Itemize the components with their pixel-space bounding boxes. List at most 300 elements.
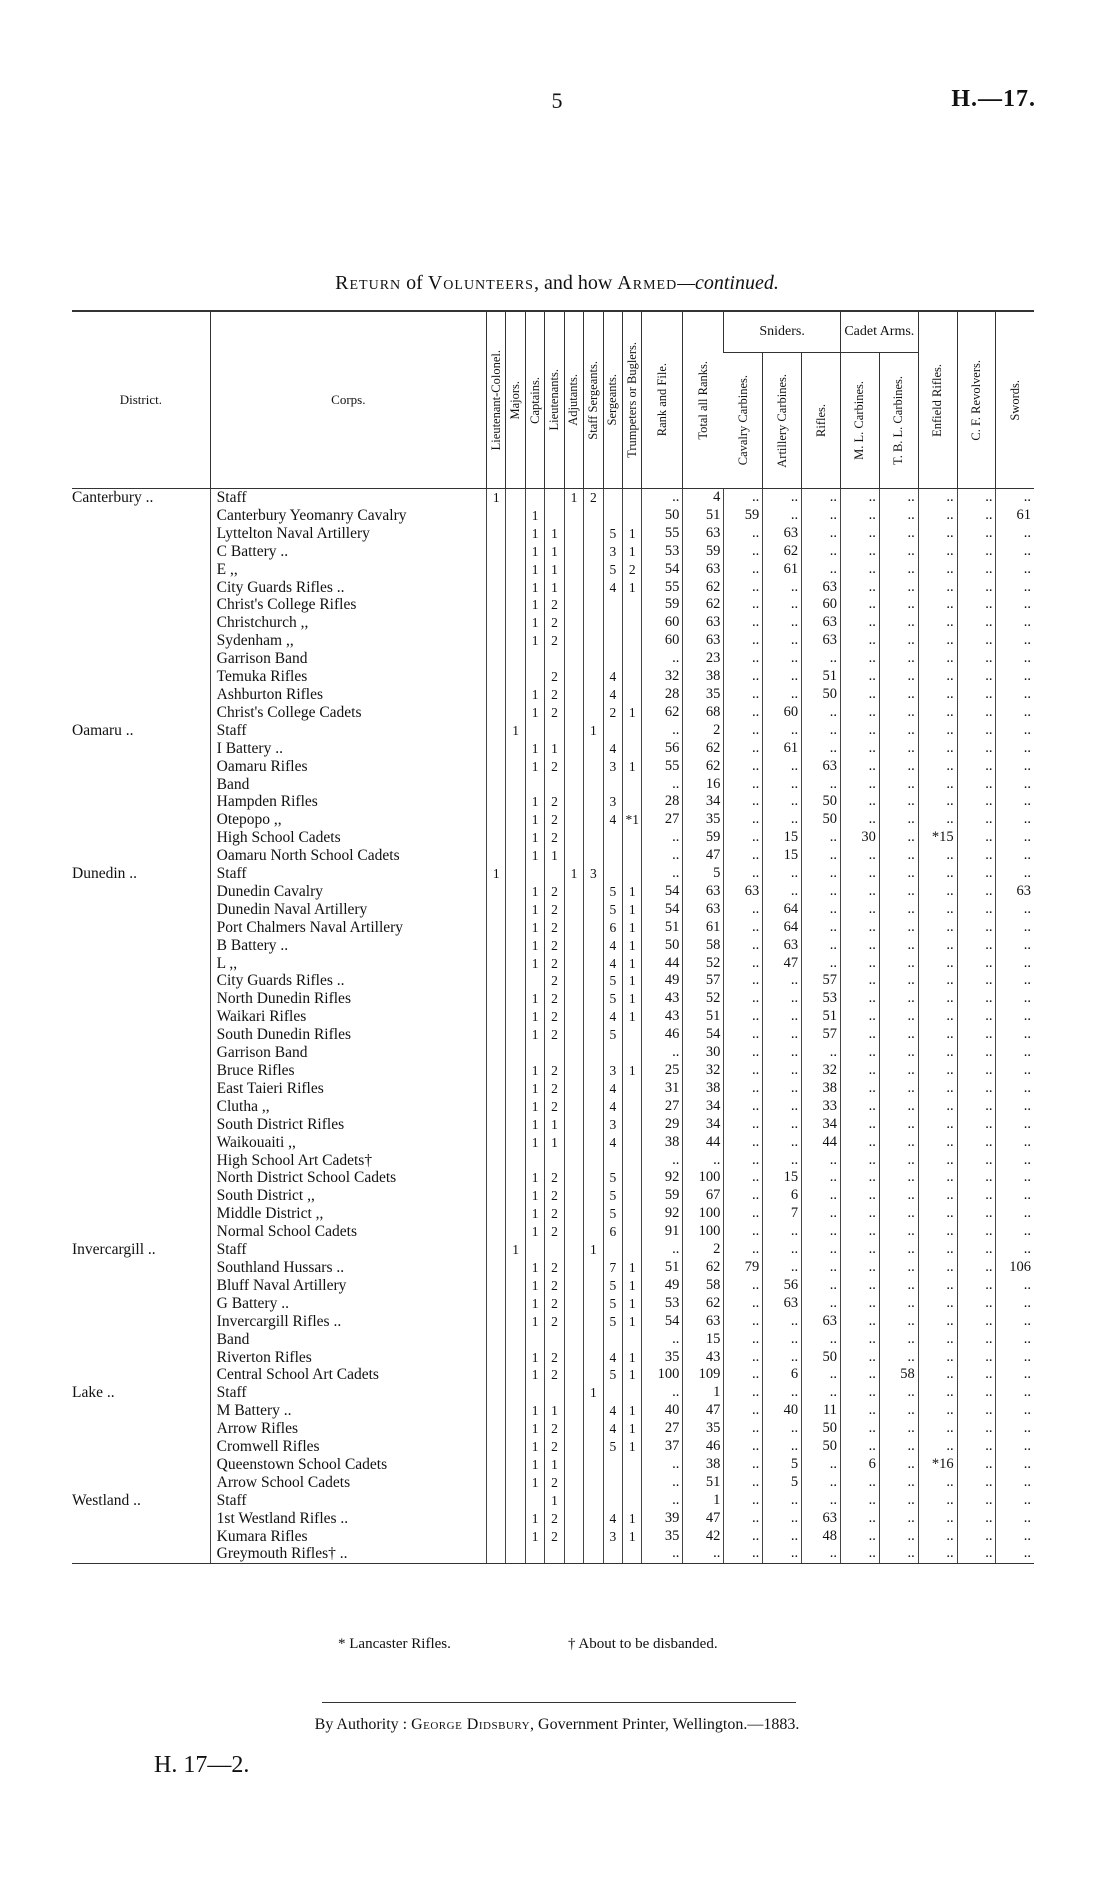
value-cell: 1 [545,1116,564,1134]
value-cell: 15 [763,847,802,865]
value-cell: 1 [525,1313,544,1331]
value-cell: 1 [525,937,544,955]
value-cell [584,1259,603,1277]
value-cell: .. [996,1277,1034,1295]
value-cell [564,1295,583,1313]
value-cell [564,1366,583,1384]
corps-cell: Temuka Rifles [210,668,486,686]
value-cell: .. [879,1277,918,1295]
value-cell: 1 [525,1402,544,1420]
value-cell: .. [918,1080,957,1098]
value-cell: 5 [603,901,622,919]
value-cell [564,1062,583,1080]
value-cell: 2 [545,614,564,632]
value-cell: .. [840,1492,879,1510]
value-cell: *1 [623,811,642,829]
value-cell [486,561,505,579]
value-cell: .. [879,883,918,901]
value-cell: .. [802,1331,841,1349]
corps-cell: B Battery .. [210,937,486,955]
value-cell [584,1223,603,1241]
value-cell: .. [879,776,918,794]
value-cell: .. [802,507,841,525]
corps-cell: Christ's College Rifles [210,596,486,614]
value-cell: 5 [603,1205,622,1223]
value-cell: .. [724,1438,763,1456]
value-cell [486,1295,505,1313]
value-cell: 1 [525,1008,544,1026]
value-cell [486,1510,505,1528]
value-cell [564,937,583,955]
value-cell: .. [918,758,957,776]
value-cell: .. [957,1277,996,1295]
table-row [72,740,1034,758]
value-cell: .. [724,865,763,883]
value-cell: 62 [763,543,802,561]
value-cell: .. [802,1295,841,1313]
value-cell: .. [724,1384,763,1402]
value-cell [564,704,583,722]
value-cell [603,596,622,614]
value-cell: .. [724,1026,763,1044]
value-cell: 27 [642,811,683,829]
district-cell [72,740,210,758]
value-cell: .. [879,579,918,597]
value-cell: .. [840,686,879,704]
table-row [72,1456,1034,1474]
value-cell: .. [724,829,763,847]
value-cell: 6 [763,1366,802,1384]
value-cell: .. [918,1492,957,1510]
value-cell: .. [996,1492,1034,1510]
value-cell: 57 [802,1026,841,1044]
value-cell: .. [996,793,1034,811]
district-cell [72,1474,210,1492]
value-cell: .. [957,1080,996,1098]
value-cell: .. [724,1008,763,1026]
value-cell: .. [840,865,879,883]
value-cell [506,1366,525,1384]
header-trumpeters: Trumpeters or Buglers. [623,311,642,489]
value-cell: 1 [623,758,642,776]
value-cell: 52 [683,990,724,1008]
corps-cell: Normal School Cadets [210,1223,486,1241]
value-cell: 1 [525,1169,544,1187]
value-cell [506,704,525,722]
value-cell [506,1008,525,1026]
value-cell [506,1492,525,1510]
value-cell: .. [918,1313,957,1331]
value-cell: .. [879,1223,918,1241]
value-cell: .. [802,561,841,579]
value-cell [623,668,642,686]
value-cell: 39 [642,1510,683,1528]
table-row [72,955,1034,973]
value-cell [564,1545,583,1563]
value-cell: 2 [545,1420,564,1438]
value-cell [623,1241,642,1259]
corps-cell: Riverton Rifles [210,1349,486,1367]
table-row [72,561,1034,579]
corps-cell: Garrison Band [210,650,486,668]
value-cell [623,596,642,614]
value-cell: .. [802,919,841,937]
value-cell: .. [840,561,879,579]
title-and-how: , and how [533,272,618,294]
value-cell: .. [957,668,996,686]
value-cell [584,1152,603,1170]
value-cell [603,1492,622,1510]
value-cell [486,1331,505,1349]
value-cell [584,847,603,865]
value-cell: .. [642,865,683,883]
value-cell [564,1384,583,1402]
value-cell: .. [642,1492,683,1510]
value-cell: .. [642,1152,683,1170]
value-cell: 1 [525,704,544,722]
value-cell: .. [957,1062,996,1080]
corps-cell: Hampden Rifles [210,793,486,811]
value-cell: 25 [642,1062,683,1080]
value-cell: 2 [545,829,564,847]
value-cell [564,668,583,686]
value-cell: 63 [683,1313,724,1331]
value-cell: 4 [603,686,622,704]
value-cell: 2 [545,596,564,614]
value-cell: .. [724,1366,763,1384]
value-cell: .. [724,1044,763,1062]
value-cell: .. [918,632,957,650]
value-cell: 50 [802,811,841,829]
value-cell: .. [996,955,1034,973]
value-cell: 50 [802,1349,841,1367]
corps-cell: Arrow School Cadets [210,1474,486,1492]
value-cell: 1 [525,1420,544,1438]
value-cell [564,1205,583,1223]
value-cell: 4 [603,1080,622,1098]
value-cell: .. [996,1438,1034,1456]
value-cell [525,865,544,883]
corps-cell: High School Art Cadets† [210,1152,486,1170]
value-cell: .. [879,489,918,507]
value-cell [486,1313,505,1331]
value-cell: .. [957,1420,996,1438]
value-cell: 64 [763,901,802,919]
value-cell: .. [763,1259,802,1277]
value-cell [486,614,505,632]
value-cell: .. [918,1152,957,1170]
value-cell: .. [840,614,879,632]
value-cell: .. [918,1134,957,1152]
table-row [72,919,1034,937]
value-cell [564,686,583,704]
value-cell: .. [840,1438,879,1456]
district-cell [72,776,210,794]
value-cell: 1 [525,1134,544,1152]
value-cell: .. [996,1366,1034,1384]
value-cell [506,1026,525,1044]
value-cell: .. [996,704,1034,722]
value-cell: .. [763,507,802,525]
value-cell: 2 [545,1277,564,1295]
value-cell [584,614,603,632]
value-cell: .. [840,1026,879,1044]
value-cell: 51 [683,1008,724,1026]
value-cell: 6 [840,1456,879,1474]
value-cell: .. [957,614,996,632]
value-cell: .. [840,1116,879,1134]
value-cell: .. [879,847,918,865]
value-cell: .. [840,1008,879,1026]
district-cell [72,1456,210,1474]
table-row [72,1187,1034,1205]
value-cell: 1 [564,489,583,507]
value-cell: 6 [603,1223,622,1241]
district-cell [72,1366,210,1384]
value-cell: .. [996,1241,1034,1259]
corps-cell: Arrow Rifles [210,1420,486,1438]
value-cell: .. [879,561,918,579]
value-cell: .. [957,1402,996,1420]
value-cell: 5 [603,1438,622,1456]
value-cell: .. [879,937,918,955]
value-cell [564,1169,583,1187]
value-cell: .. [840,1402,879,1420]
value-cell [525,1241,544,1259]
value-cell [603,489,622,507]
value-cell: .. [840,1259,879,1277]
value-cell: .. [724,489,763,507]
value-cell: 63 [763,525,802,543]
value-cell: .. [763,1080,802,1098]
value-cell: .. [957,1528,996,1546]
value-cell: .. [918,1062,957,1080]
value-cell: .. [642,1456,683,1474]
value-cell: 1 [525,1116,544,1134]
value-cell [584,1420,603,1438]
header-captains: Captains. [525,311,544,489]
corps-cell: Staff [210,722,486,740]
value-cell [564,776,583,794]
value-cell: .. [996,596,1034,614]
value-cell [486,1384,505,1402]
value-cell: .. [996,972,1034,990]
value-cell: 63 [683,525,724,543]
value-cell: 61 [763,561,802,579]
value-cell: 1 [525,1349,544,1367]
table-row [72,1152,1034,1170]
corps-cell: South District Rifles [210,1116,486,1134]
value-cell [506,776,525,794]
value-cell: .. [802,1492,841,1510]
header-tbl-carbines: T. B. L. Carbines. [879,353,918,489]
value-cell [545,1241,564,1259]
value-cell: 4 [603,1402,622,1420]
corps-cell: Bruce Rifles [210,1062,486,1080]
value-cell: 100 [683,1169,724,1187]
value-cell [564,847,583,865]
value-cell: .. [802,847,841,865]
value-cell: 38 [642,1134,683,1152]
value-cell: 3 [584,865,603,883]
value-cell: 1 [506,722,525,740]
value-cell: 1 [584,1241,603,1259]
district-cell [72,1205,210,1223]
value-cell: 27 [642,1098,683,1116]
value-cell: .. [840,1098,879,1116]
value-cell: 15 [683,1331,724,1349]
table-row [72,1545,1034,1563]
value-cell: 62 [683,596,724,614]
value-cell: .. [996,668,1034,686]
value-cell: .. [879,829,918,847]
value-cell [584,972,603,990]
value-cell [623,1205,642,1223]
value-cell: 63 [802,579,841,597]
value-cell: 61 [683,919,724,937]
value-cell: .. [840,1384,879,1402]
table-row [72,776,1034,794]
title-armed: Armed [617,272,678,294]
value-cell [623,1456,642,1474]
district-cell [72,937,210,955]
value-cell: 2 [545,937,564,955]
value-cell [584,758,603,776]
volunteers-table-wrapper [72,310,1034,1564]
value-cell [564,990,583,1008]
value-cell: .. [840,1295,879,1313]
value-cell [584,740,603,758]
header-cadet-arms-group: Cadet Arms. [840,311,918,353]
value-cell: .. [724,722,763,740]
value-cell: 1 [486,865,505,883]
value-cell: 1 [623,1062,642,1080]
value-cell: 2 [683,1241,724,1259]
value-cell [486,632,505,650]
value-cell: .. [724,1152,763,1170]
value-cell: .. [996,1116,1034,1134]
value-cell: 1 [623,1295,642,1313]
value-cell [623,1169,642,1187]
value-cell: 63 [724,883,763,901]
value-cell [564,632,583,650]
value-cell: 5 [603,525,622,543]
table-row [72,1169,1034,1187]
table-row [72,758,1034,776]
corps-cell: Oamaru Rifles [210,758,486,776]
value-cell [525,489,544,507]
value-cell [564,1008,583,1026]
value-cell: .. [957,632,996,650]
corps-cell: Otepopo ,, [210,811,486,829]
value-cell: 1 [564,865,583,883]
value-cell: 2 [545,686,564,704]
value-cell [623,847,642,865]
value-cell [603,1331,622,1349]
value-cell [506,990,525,1008]
value-cell: .. [918,990,957,1008]
value-cell: .. [879,1259,918,1277]
value-cell [486,1438,505,1456]
value-cell: 1 [623,1528,642,1546]
table-title [0,272,1114,295]
value-cell: .. [957,722,996,740]
header-corps: Corps. [210,311,486,489]
table-row [72,1080,1034,1098]
value-cell: .. [957,1259,996,1277]
value-cell [564,543,583,561]
value-cell: 55 [642,579,683,597]
value-cell: .. [724,1528,763,1546]
district-cell [72,1134,210,1152]
value-cell: .. [724,811,763,829]
value-cell: 2 [545,668,564,686]
value-cell: 35 [683,1420,724,1438]
value-cell [564,1241,583,1259]
value-cell [564,793,583,811]
value-cell: 5 [603,883,622,901]
district-cell [72,525,210,543]
district-cell [72,1402,210,1420]
value-cell: .. [763,1331,802,1349]
value-cell: 1 [525,883,544,901]
value-cell: .. [802,525,841,543]
value-cell: .. [840,704,879,722]
value-cell: .. [918,776,957,794]
table-row [72,1366,1034,1384]
value-cell: 2 [545,955,564,973]
value-cell: 1 [683,1492,724,1510]
value-cell: 59 [724,507,763,525]
value-cell [506,740,525,758]
value-cell: .. [996,811,1034,829]
value-cell: 50 [642,507,683,525]
value-cell [506,919,525,937]
district-cell: Dunedin .. [72,865,138,883]
title-continued: —continued. [677,272,779,294]
value-cell: .. [763,596,802,614]
value-cell [623,776,642,794]
value-cell: 1 [525,1528,544,1546]
value-cell: 1 [525,1259,544,1277]
value-cell: .. [879,632,918,650]
value-cell [525,972,544,990]
district-cell [72,561,210,579]
table-row [72,1277,1034,1295]
value-cell: .. [918,1349,957,1367]
header-total: Total all Ranks. [683,311,724,489]
value-cell [525,1384,544,1402]
table-row [72,1044,1034,1062]
value-cell [486,579,505,597]
value-cell [564,507,583,525]
value-cell: 59 [683,829,724,847]
value-cell: .. [996,1008,1034,1026]
value-cell: 1 [525,1456,544,1474]
corps-cell: Southland Hussars .. [210,1259,486,1277]
value-cell [506,793,525,811]
value-cell: .. [918,1277,957,1295]
value-cell: .. [763,990,802,1008]
value-cell [584,668,603,686]
table-row [72,1098,1034,1116]
title-volunteers: Volunteers [427,272,534,294]
value-cell: 1 [623,1313,642,1331]
value-cell [486,1528,505,1546]
value-cell: .. [957,955,996,973]
value-cell: 42 [683,1528,724,1546]
value-cell: .. [802,955,841,973]
